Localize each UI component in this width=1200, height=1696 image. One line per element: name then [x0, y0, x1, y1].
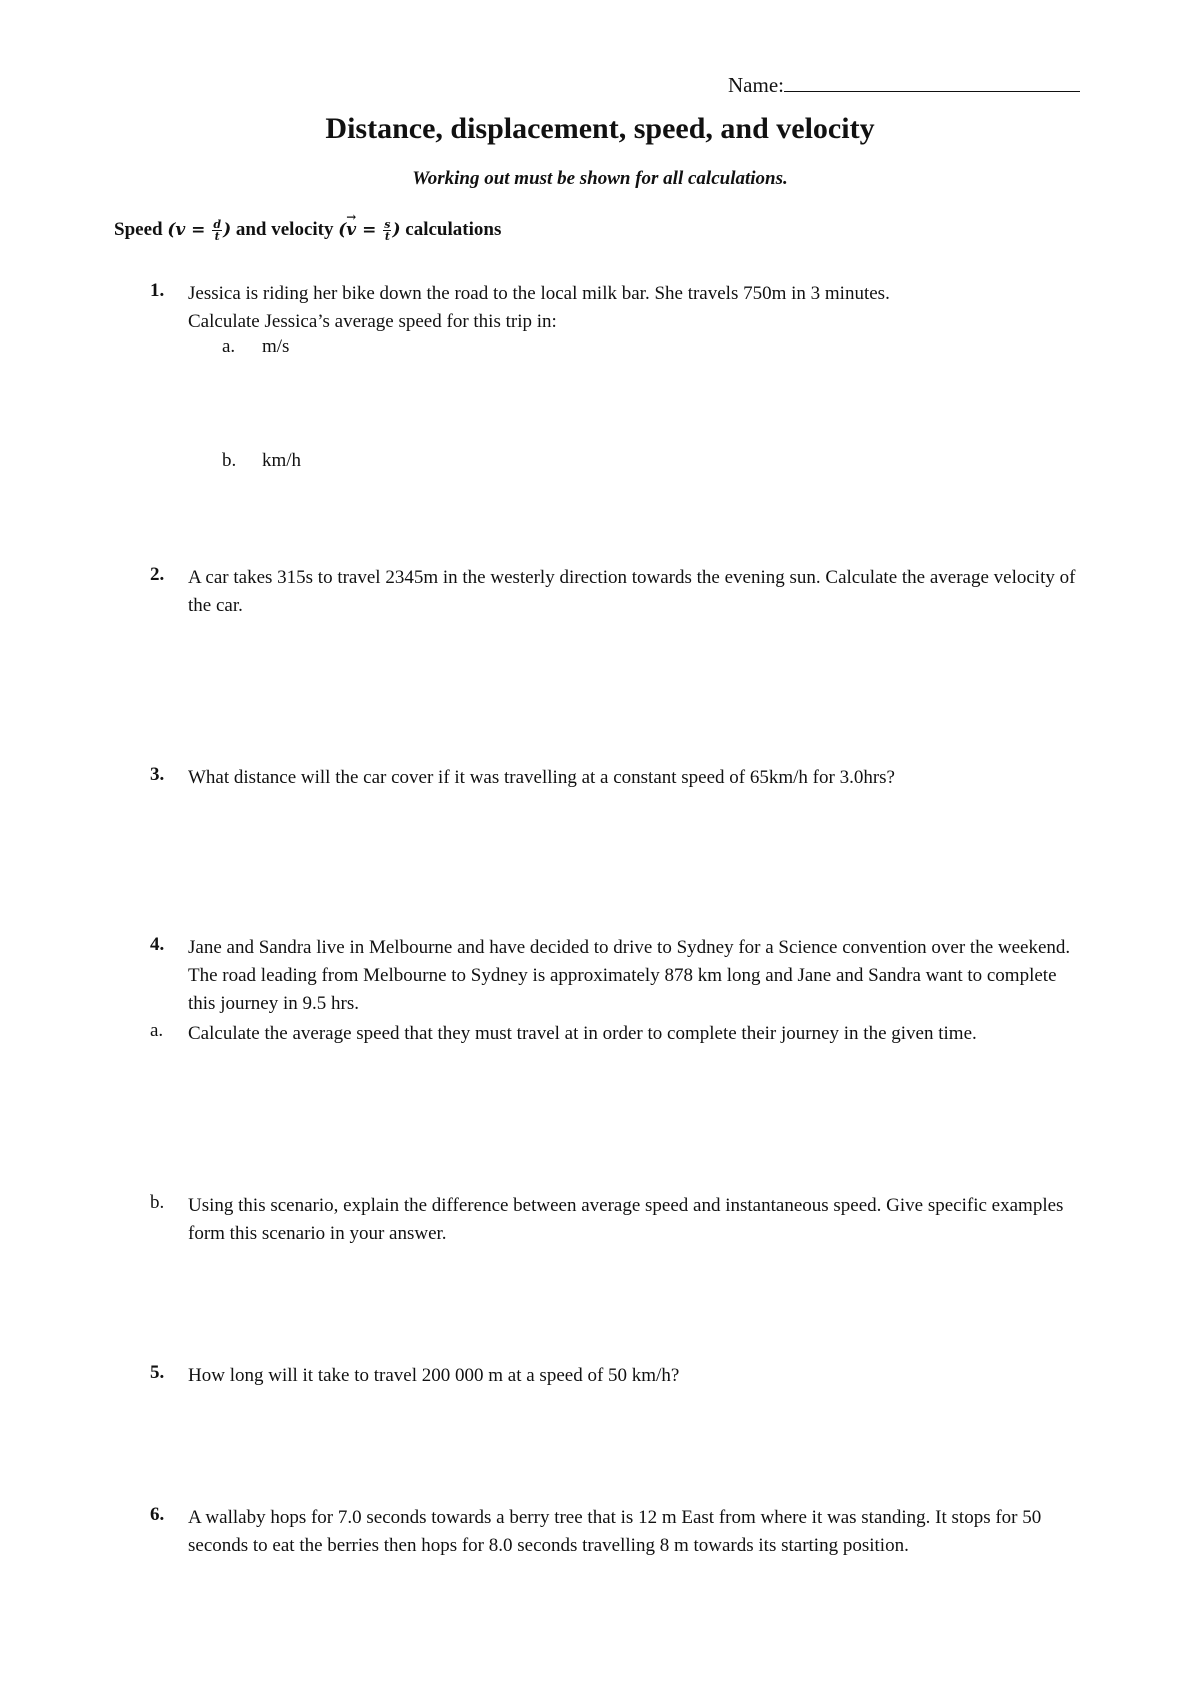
speed-formula: (v = $\frac{d}{t}$ ) [167, 218, 232, 243]
question-1-text [188, 280, 1088, 336]
question-5-text: How long will it take to travel 200 000 m at a speed of 50 km/h? [188, 1365, 680, 1386]
question-1-line-2: Calculate Jessica’s average speed for this trip in: [188, 311, 557, 332]
question-1-line-1: Jessica is riding her bike down the road to the local milk bar. She travels 750m in 3 minutes. [188, 283, 890, 304]
question-1-number: 1. [150, 280, 165, 301]
question-3-text: What distance will the car cover if it was travelling at a constant speed of 65km/h for 3.0hrs? [188, 767, 895, 788]
question-4-number: 4. [150, 934, 165, 955]
name-field[interactable] [728, 72, 1080, 98]
question-3-number: 3. [150, 764, 165, 785]
question-4b-text: Using this scenario, explain the difference between average speed and instantaneous speed. Give specific examples form this scenario in your answer. [188, 1195, 1064, 1244]
question-1b-text: km/h [262, 450, 302, 471]
question-2-number: 2. [150, 564, 165, 585]
question-4-text: Jane and Sandra live in Melbourne and have decided to drive to Sydney for a Science convention over the weekend. The road leading from Melbourne to Sydney is approximately 878 km long and Jane and Sandra want to complete this journey in 9.5 hrs. [188, 937, 1071, 1014]
question-1a-text: m/s [262, 336, 290, 357]
question-4a-letter: a. [150, 1020, 164, 1041]
question-5-number: 5. [150, 1362, 165, 1383]
question-6-number: 6. [150, 1504, 165, 1525]
name-blank-line[interactable] [784, 72, 1080, 92]
question-1a-letter: a. [222, 336, 236, 357]
and-velocity-text: and velocity [235, 219, 334, 240]
calculations-text: calculations [405, 219, 502, 240]
speed-word: Speed [114, 219, 163, 240]
question-6-text: A wallaby hops for 7.0 seconds towards a berry tree that is 12 m East from where it was standing. It stops for 50 seconds to eat the berries then hops for 8.0 seconds travelling 8 m towards its starting position. [188, 1507, 1042, 1556]
name-label: Name: [728, 73, 784, 97]
question-4a-text: Calculate the average speed that they must travel at in order to complete their journey in the given time. [188, 1023, 977, 1044]
question-2-text: A car takes 315s to travel 2345m in the westerly direction towards the evening sun. Calculate the average velocity of the car. [188, 567, 1076, 616]
page-title: Distance, displacement, speed, and velocity [325, 112, 875, 145]
question-1b-letter: b. [222, 450, 237, 471]
instructions-subtitle: Working out must be shown for all calculations. [412, 168, 788, 189]
section-heading [114, 216, 501, 244]
question-4b-letter: b. [150, 1192, 165, 1213]
velocity-formula: (→ v = $\frac{s}{t}$ ) [338, 220, 400, 240]
